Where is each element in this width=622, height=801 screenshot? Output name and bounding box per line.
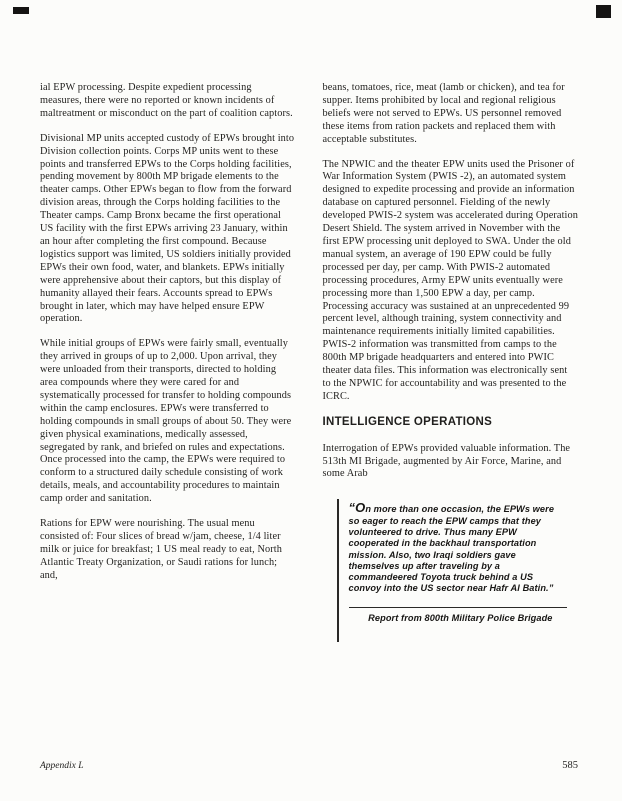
- paragraph-left-2: Divisional MP units accepted custody of EPWs brought into Division collection points. Corps MP units went to these points and transferred EPWs to the Corps holding facilities, pending movement by 800th MP brigade elements to the theater camps. Other EPWs began to flow from the forward division areas, through the Corps holding facilities to the Theater camps. Camp Bronx became the first operational US facility with the first EPWs arriving 23 January, within an hour after completing the first compound. Because logistics support was limited, US soldiers initially provided EPWs their own food, water, and blankets. EPWs initially were apprehensive about their captors, but this display of humanity allayed their fears. Accounts spread to EPWs brought in later, which may have helped ensure EPW operation.: [40, 132, 295, 325]
- paragraph-right-1: beans, tomatoes, rice, meat (lamb or chicken), and tea for supper. Items prohibited by local and regional religious beliefs were not served to EPWs. US personnel removed these items from ration packets and replaced them with acceptable substitutes.: [322, 82, 565, 145]
- quote-block: [337, 499, 567, 642]
- right-column: [323, 82, 579, 642]
- two-column-body: [40, 82, 578, 642]
- scan-artifact-top-right: [596, 5, 611, 18]
- footer-page-number: 585: [562, 760, 578, 771]
- quote-attribution: Report from 800th Military Police Brigade: [349, 607, 567, 624]
- footer-appendix-label: Appendix L: [40, 761, 84, 771]
- paragraph-right-2: The NPWIC and the theater EPW units used the Prisoner of War Information System (PWIS -2), an automated system designed to expedite processing and provide an information database on captured personnel. Fielding of the newly developed PWIS-2 system was accelerated during Operation Desert Shield. The system arrived in November with the first EPW processing unit deployed to SWA. Under the old manual system, an average of 190 EPW could be fully processed per day, per camp. With PWIS-2 automated processing procedures, Army EPW units eventually were processing more than 1,500 EPW a day, per camp. Processing accuracy was sustained at an unprecedented 99 percent level, although training, system connectivity and maintenance requirements initially limited capabilities. PWIS-2 information was transmitted from camps to the 800th MP brigade headquarters and entered into PWIC theater data files. This information was electronically sent to the NPWIC for accountability and was presented to the ICRC.: [322, 158, 579, 402]
- scan-artifact-top-left: [13, 7, 29, 14]
- paragraph-left-4: Rations for EPW were nourishing. The usual menu consisted of: Four slices of bread w/jam, cheese, 1/4 liter milk or juice for breakfast; 1 US meal ready to eat, North Atlantic Treaty Organization, or Saudi rations for lunch; and,: [40, 518, 282, 581]
- page-footer: [40, 760, 578, 771]
- paragraph-left-3: While initial groups of EPWs were fairly small, eventually they arrived in groups of up to 2,000. Upon arrival, they were unloaded from their transports, directed to holding area compounds where they were cared for and systematically processed for transfer to holding compounds within the camp enclosures. EPWs were transferred to holding compounds in small groups of about 50. They were given physical examinations, medically assessed, segregated by rank, and briefed on rules and expectations. Once processed into the camp, the EPWs were required to conform to a structured daily schedule consisting of work details, meals, and accountability procedures to maintain camp order and sanitation.: [40, 338, 292, 505]
- quote-text: “On more than one occasion, the EPWs were so eager to reach the EPW camps that they volunteered to drive. Thus many EPW cooperated in the backhaul transportation mission. Also, two Iraqi soldiers gave themselves up after traveling by a commandeered Toyota truck behind a US convoy into the US sector near Hafr Al Batin.”: [348, 500, 555, 594]
- paragraph-right-3: Interrogation of EPWs provided valuable information. The 513th MI Brigade, augmented by Air Force, Marine, and some Arab: [322, 442, 571, 480]
- paragraph-left-1: ial EPW processing. Despite expedient processing measures, there were no reported or known incidents of maltreatment or misconduct on the part of coalition captors.: [40, 82, 293, 119]
- section-heading-intelligence-operations: INTELLIGENCE OPERATIONS: [322, 415, 493, 428]
- left-column: [40, 82, 296, 642]
